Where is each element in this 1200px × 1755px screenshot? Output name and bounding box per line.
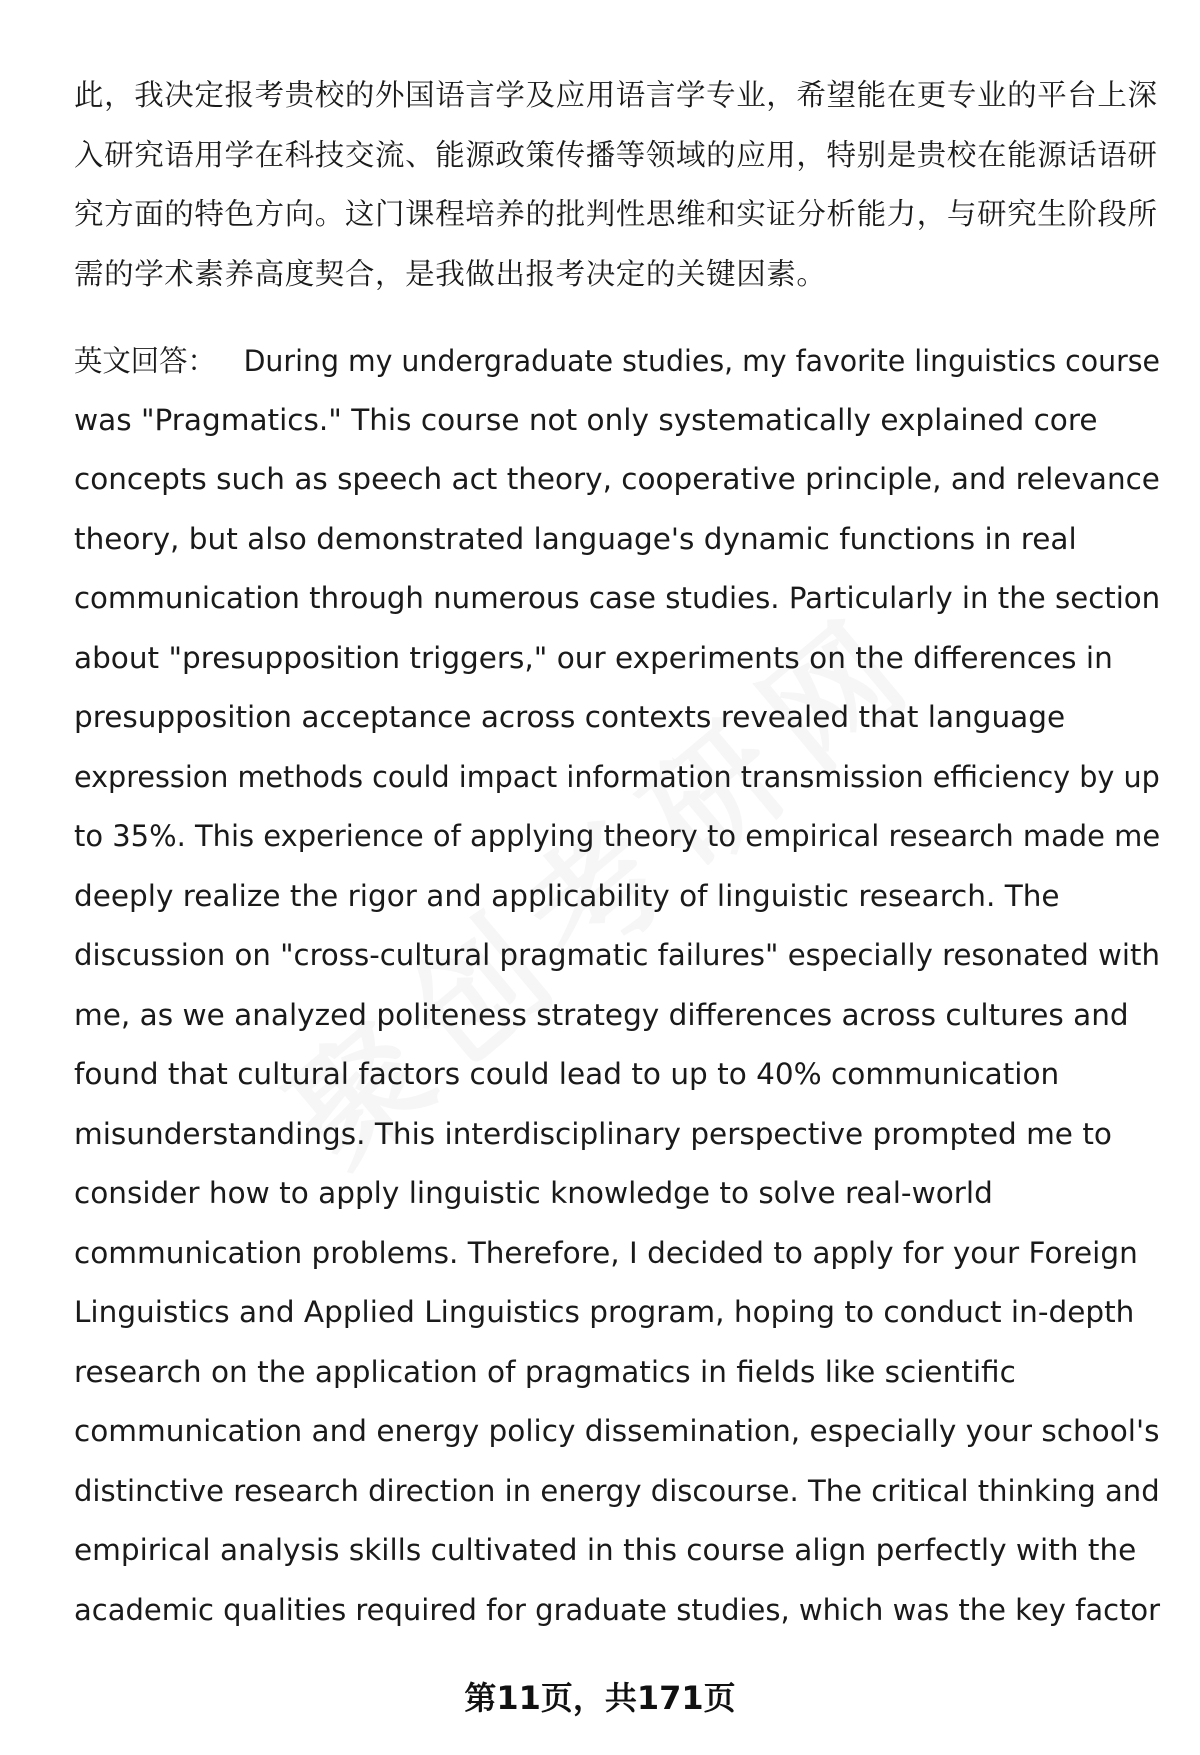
text-line: me, as we analyzed politeness strategy differences across cultures and: [74, 998, 1129, 1032]
text-line: expression methods could impact information transmission efficiency by up: [74, 760, 1160, 794]
text-line: distinctive research direction in energy discourse. The critical thinking and: [74, 1474, 1160, 1508]
text-line: theory, but also demonstrated language's dynamic functions in real: [74, 522, 1077, 556]
text-line: to 35%. This experience of applying theory to empirical research made me: [74, 819, 1161, 853]
text-line: 入研究语用学在科技交流、能源政策传播等领域的应用，特别是贵校在能源话语研: [74, 138, 1158, 172]
text-line: research on the application of pragmatics in fields like scientific: [74, 1355, 1016, 1389]
text-line: deeply realize the rigor and applicability of linguistic research. The: [74, 879, 1060, 913]
text-line: about "presupposition triggers," our experiments on the differences in: [74, 641, 1113, 675]
text-line: communication problems. Therefore, I decided to apply for your Foreign: [74, 1236, 1138, 1270]
text-line: Linguistics and Applied Linguistics program, hoping to conduct in-depth: [74, 1295, 1135, 1329]
text-line: presupposition acceptance across contexts revealed that language: [74, 700, 1066, 734]
text-line: communication and energy policy dissemination, especially your school's: [74, 1414, 1160, 1448]
text-line: 需的学术素养高度契合，是我做出报考决定的关键因素。: [74, 257, 827, 291]
text-line: was "Pragmatics." This course not only systematically explained core: [74, 403, 1098, 437]
text-line: discussion on "cross-cultural pragmatic failures" especially resonated with: [74, 938, 1160, 972]
text-line: found that cultural factors could lead to up to 40% communication: [74, 1057, 1060, 1091]
answer-label: 英文回答：: [74, 344, 216, 378]
text-line: concepts such as speech act theory, cooperative principle, and relevance: [74, 462, 1160, 496]
text-line: communication through numerous case studies. Particularly in the section: [74, 581, 1161, 615]
page-number: 第11页，共171页: [464, 1679, 736, 1717]
text-line: consider how to apply linguistic knowledge to solve real-world: [74, 1176, 993, 1210]
text-line-content: During my undergraduate studies, my favorite linguistics course: [243, 344, 1161, 378]
text-line: misunderstandings. This interdisciplinary perspective prompted me to: [74, 1117, 1112, 1151]
text-line: [74, 341, 1160, 381]
text-line: 此，我决定报考贵校的外国语言学及应用语言学专业，希望能在更专业的平台上深: [74, 78, 1158, 112]
text-line: empirical analysis skills cultivated in this course align perfectly with the: [74, 1533, 1137, 1567]
text-line: 究方面的特色方向。这门课程培养的批判性思维和实证分析能力，与研究生阶段所: [74, 197, 1158, 231]
text-line: academic qualities required for graduate studies, which was the key factor: [74, 1593, 1161, 1627]
